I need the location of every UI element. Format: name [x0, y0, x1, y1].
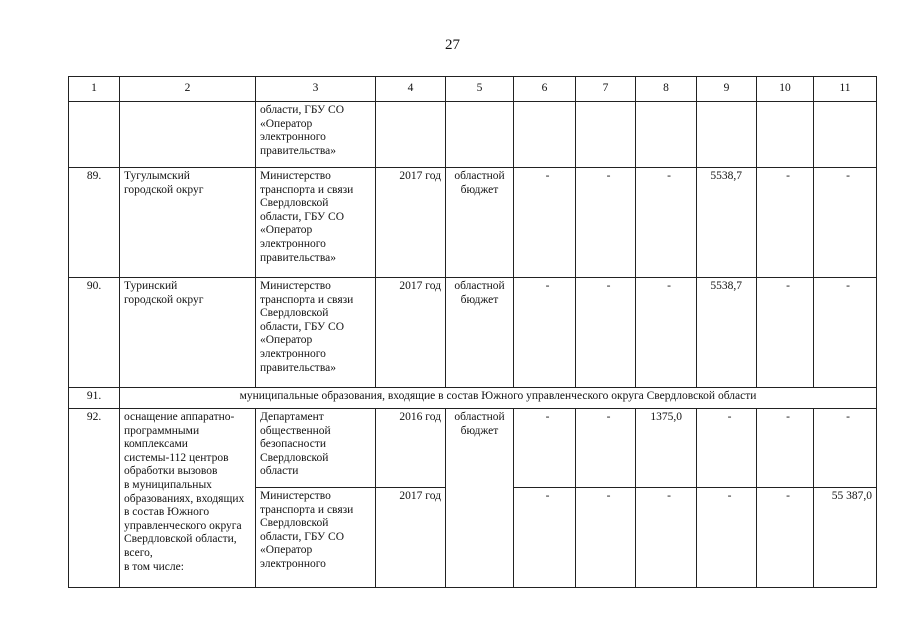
header-cell: 10 — [757, 77, 814, 102]
table-row — [69, 168, 877, 278]
row-number: 91. — [69, 388, 120, 409]
value-cell: - — [636, 168, 697, 278]
value-cell: 5538,7 — [697, 278, 757, 388]
header-cell: 7 — [576, 77, 636, 102]
value-cell: 55 387,0 — [814, 488, 877, 588]
section-row — [69, 388, 877, 409]
header-cell: 2 — [120, 77, 256, 102]
value-cell: - — [814, 278, 877, 388]
source-cell: областной бюджет — [446, 168, 514, 278]
value-cell: - — [514, 278, 576, 388]
value-cell: - — [576, 168, 636, 278]
value-cell: - — [757, 488, 814, 588]
value-cell: - — [757, 409, 814, 488]
program-table — [68, 76, 877, 588]
year-cell: 2016 год — [376, 409, 446, 488]
executor-cell: области, ГБУ СО «Оператор электронного правительства» — [256, 102, 376, 168]
header-cell: 5 — [446, 77, 514, 102]
header-cell: 8 — [636, 77, 697, 102]
value-cell: - — [636, 278, 697, 388]
value-cell: - — [814, 168, 877, 278]
table-row — [69, 278, 877, 388]
header-cell: 9 — [697, 77, 757, 102]
year-cell: 2017 год — [376, 488, 446, 588]
header-row — [69, 77, 877, 102]
value-cell: 1375,0 — [636, 409, 697, 488]
value-cell: - — [514, 488, 576, 588]
year-cell: 2017 год — [376, 278, 446, 388]
continuation-row — [69, 102, 877, 168]
value-cell: - — [757, 168, 814, 278]
value-cell: 5538,7 — [697, 168, 757, 278]
source-cell: областной бюджет — [446, 278, 514, 388]
value-cell: - — [576, 278, 636, 388]
value-cell: - — [576, 488, 636, 588]
municipality-cell: Тугулымский городской округ — [120, 168, 256, 278]
section-title: муниципальные образования, входящие в состав Южного управленческого округа Свердловской области — [120, 388, 877, 409]
executor-cell: Министерство транспорта и связи Свердловской области, ГБУ СО «Оператор электронного — [256, 488, 376, 588]
header-cell: 1 — [69, 77, 120, 102]
header-cell: 11 — [814, 77, 877, 102]
executor-cell: Министерство транспорта и связи Свердловской области, ГБУ СО «Оператор электронного правительства» — [256, 168, 376, 278]
page-number: 27 — [445, 37, 460, 53]
municipality-cell: оснащение аппаратно- программными комплексами системы-112 центров обработки вызовов в муниципальных образованиях, входящих в состав Южного управленческого округа Свердловской области, всего, в том числе: — [120, 409, 256, 588]
value-cell: - — [697, 488, 757, 588]
executor-cell: Министерство транспорта и связи Свердловской области, ГБУ СО «Оператор электронного правительства» — [256, 278, 376, 388]
header-cell: 3 — [256, 77, 376, 102]
value-cell: - — [636, 488, 697, 588]
municipality-cell: Туринский городской округ — [120, 278, 256, 388]
value-cell: - — [514, 168, 576, 278]
value-cell: - — [576, 409, 636, 488]
executor-cell: Департамент общественной безопасности Свердловской области — [256, 409, 376, 488]
row-number: 89. — [69, 168, 120, 278]
value-cell: - — [814, 409, 877, 488]
row-number: 92. — [69, 409, 120, 588]
value-cell: - — [514, 409, 576, 488]
value-cell: - — [697, 409, 757, 488]
header-cell: 6 — [514, 77, 576, 102]
row-number: 90. — [69, 278, 120, 388]
value-cell: - — [757, 278, 814, 388]
year-cell: 2017 год — [376, 168, 446, 278]
source-cell: областной бюджет — [446, 409, 514, 588]
header-cell: 4 — [376, 77, 446, 102]
table-row — [69, 409, 877, 488]
